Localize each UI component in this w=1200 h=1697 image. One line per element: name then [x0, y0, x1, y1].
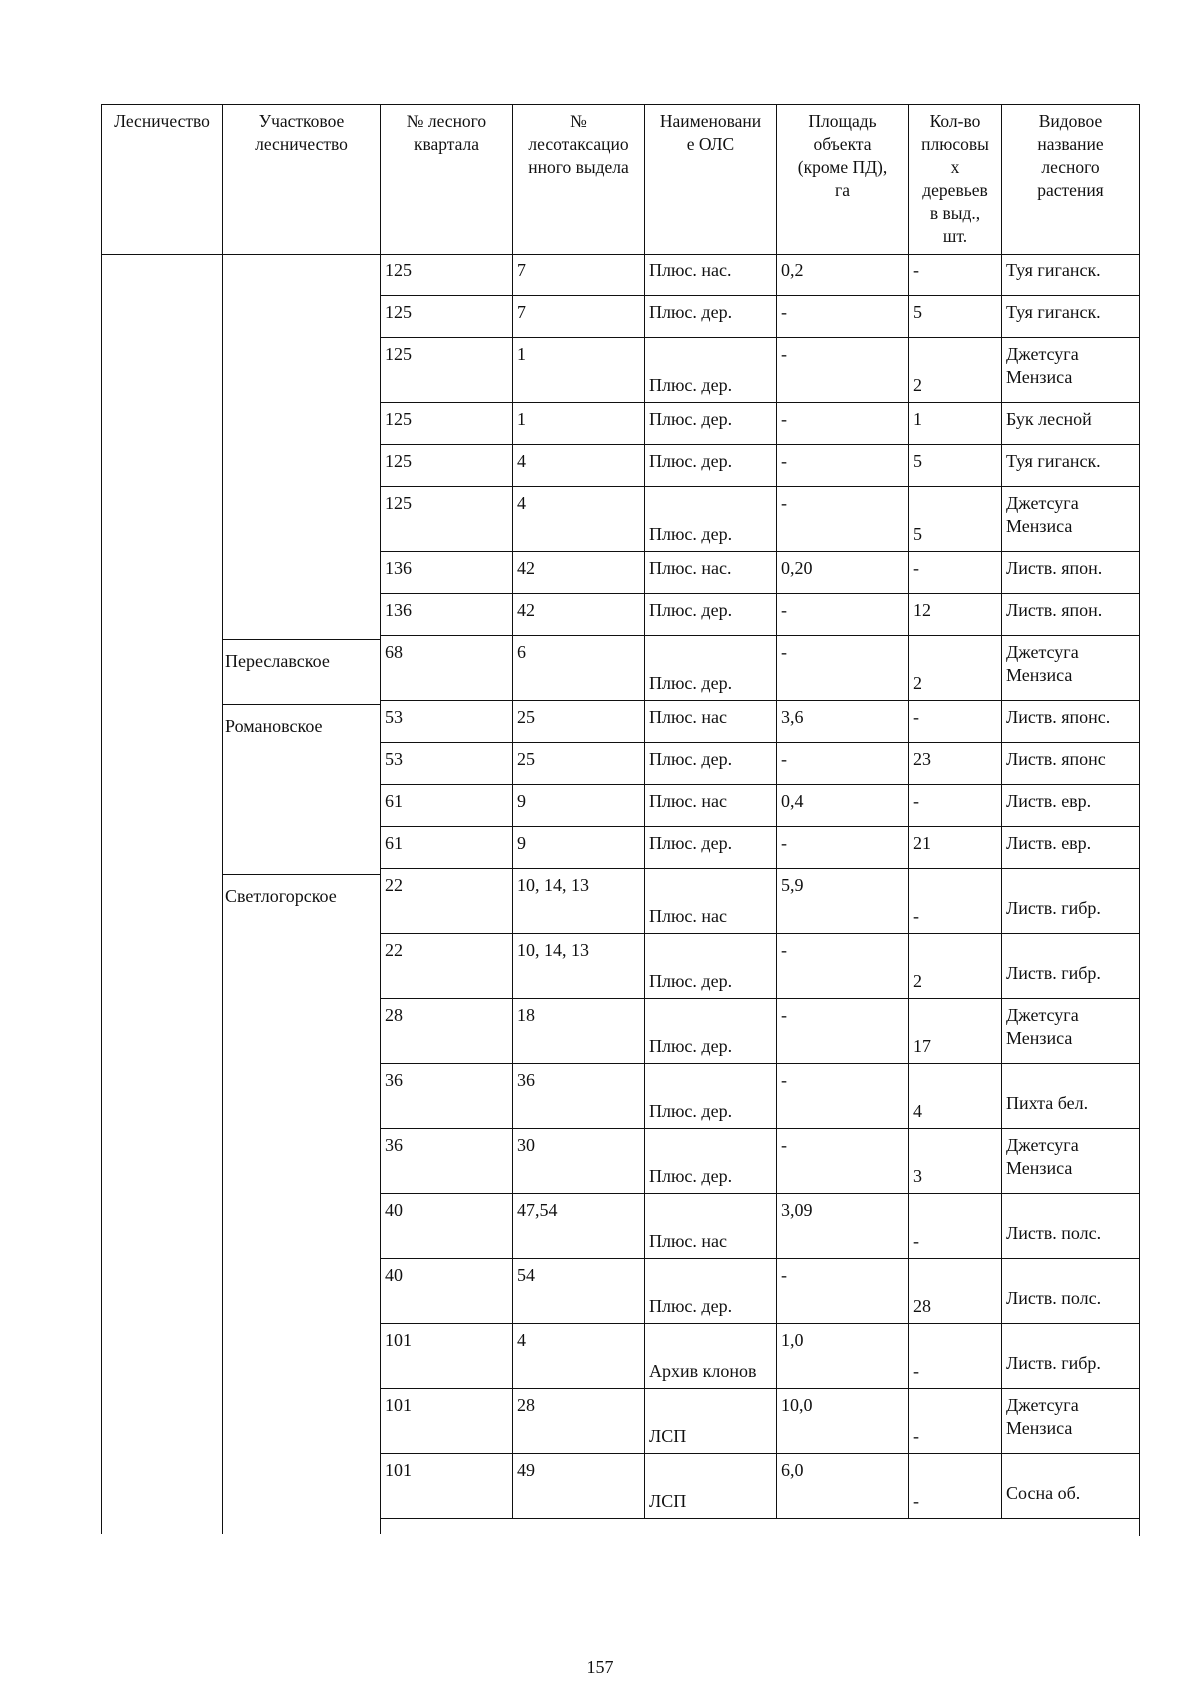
- uch-label-pereslavskoe: Переславское: [225, 651, 330, 671]
- cell-cnt: -: [908, 1389, 1001, 1453]
- cell-cnt: -: [908, 552, 1001, 593]
- cell-vyd: 1: [512, 403, 644, 444]
- cell-ols: Плюс. нас: [644, 1194, 776, 1258]
- col1-left-border: [101, 254, 102, 1534]
- cell-sp: Листв. гибр.: [1001, 934, 1140, 998]
- cell-ols: Плюс. дер.: [644, 338, 776, 402]
- table-row: [380, 743, 1140, 785]
- cell-vyd: 25: [512, 743, 644, 784]
- cell-ols: Плюс. дер.: [644, 827, 776, 868]
- table-row: [380, 785, 1140, 827]
- cell-kv: 36: [380, 1064, 512, 1128]
- cell-cnt: 5: [908, 296, 1001, 337]
- cell-area: -: [776, 594, 908, 635]
- cell-ols: Плюс. дер.: [644, 999, 776, 1063]
- cell-area: -: [776, 338, 908, 402]
- cell-kv: 28: [380, 999, 512, 1063]
- cell-sp: Бук лесной: [1001, 403, 1140, 444]
- cell-ols: Плюс. дер.: [644, 1129, 776, 1193]
- cell-area: 0,20: [776, 552, 908, 593]
- cell-ols: Плюс. дер.: [644, 1259, 776, 1323]
- cell-sp: Листв. япон.: [1001, 552, 1140, 593]
- cell-ols: Плюс. нас.: [644, 552, 776, 593]
- cell-area: -: [776, 296, 908, 337]
- table-row: [380, 594, 1140, 636]
- cell-ols: Плюс. дер.: [644, 934, 776, 998]
- table-row: [380, 403, 1140, 445]
- cell-kv: 61: [380, 785, 512, 826]
- cell-cnt: 1: [908, 403, 1001, 444]
- cell-vyd: 28: [512, 1389, 644, 1453]
- cell-cnt: -: [908, 785, 1001, 826]
- cell-area: 5,9: [776, 869, 908, 933]
- cell-cnt: 17: [908, 999, 1001, 1063]
- cell-ols: ЛСП: [644, 1454, 776, 1518]
- table-row: [380, 934, 1140, 999]
- cell-vyd: 47,54: [512, 1194, 644, 1258]
- cell-area: -: [776, 743, 908, 784]
- cell-vyd: 42: [512, 594, 644, 635]
- cell-cnt: -: [908, 701, 1001, 742]
- cell-cnt: 21: [908, 827, 1001, 868]
- cell-sp: Пихта бел.: [1001, 1064, 1140, 1128]
- cell-kv: 36: [380, 1129, 512, 1193]
- table-row: [380, 296, 1140, 338]
- header-vydel: № лесотаксацио нного выдела: [512, 104, 644, 254]
- cell-vyd: 10, 14, 13: [512, 869, 644, 933]
- cell-area: 3,6: [776, 701, 908, 742]
- header-lesnichestvo: Лесничество: [101, 104, 222, 254]
- cell-vyd: 4: [512, 445, 644, 486]
- cell-vyd: 10, 14, 13: [512, 934, 644, 998]
- table-row: [380, 445, 1140, 487]
- cell-cnt: 2: [908, 636, 1001, 700]
- cell-cnt: 28: [908, 1259, 1001, 1323]
- cell-kv: 101: [380, 1324, 512, 1388]
- cell-sp: Джетсуга Мензиса: [1001, 487, 1140, 551]
- cell-vyd: 4: [512, 487, 644, 551]
- cell-ols: Плюс. дер.: [644, 403, 776, 444]
- cell-sp: Туя гиганск.: [1001, 254, 1140, 295]
- cell-vyd: 1: [512, 338, 644, 402]
- cell-ols: Плюс. нас: [644, 869, 776, 933]
- cell-cnt: 4: [908, 1064, 1001, 1128]
- table-row: [380, 1259, 1140, 1324]
- cell-ols: Плюс. дер.: [644, 1064, 776, 1128]
- cell-kv: 125: [380, 487, 512, 551]
- cell-vyd: 42: [512, 552, 644, 593]
- header-count: Кол-во плюсовы х деревьев в выд., шт.: [908, 104, 1001, 254]
- cell-kv: 22: [380, 934, 512, 998]
- cell-vyd: 6: [512, 636, 644, 700]
- cell-sp: Листв. полс.: [1001, 1259, 1140, 1323]
- cell-kv: 40: [380, 1194, 512, 1258]
- cell-cnt: 5: [908, 487, 1001, 551]
- cell-ols: Плюс. нас.: [644, 254, 776, 295]
- cell-kv: 53: [380, 701, 512, 742]
- cell-sp: Джетсуга Мензиса: [1001, 338, 1140, 402]
- cell-cnt: 12: [908, 594, 1001, 635]
- cell-vyd: 4: [512, 1324, 644, 1388]
- cell-sp: Джетсуга Мензиса: [1001, 1129, 1140, 1193]
- cell-kv: 136: [380, 594, 512, 635]
- table-row: [380, 487, 1140, 552]
- cell-sp: Листв. евр.: [1001, 785, 1140, 826]
- uch-label-romanovskoe: Романовское: [225, 716, 323, 736]
- cell-sp: Джетсуга Мензиса: [1001, 636, 1140, 700]
- cell-ols: Плюс. дер.: [644, 636, 776, 700]
- page-number: 157: [586, 1657, 614, 1677]
- col2-left-border: [222, 254, 223, 1534]
- table-row: [380, 869, 1140, 934]
- cell-ols: Плюс. нас: [644, 701, 776, 742]
- cell-vyd: 7: [512, 254, 644, 295]
- cell-area: -: [776, 403, 908, 444]
- table-row: [380, 1194, 1140, 1259]
- header-area: Площадь объекта (кроме ПД), га: [776, 104, 908, 254]
- cell-ols: Плюс. нас: [644, 785, 776, 826]
- cell-cnt: 5: [908, 445, 1001, 486]
- cell-kv: 125: [380, 403, 512, 444]
- cell-vyd: 7: [512, 296, 644, 337]
- cell-kv: 136: [380, 552, 512, 593]
- cell-area: 1,0: [776, 1324, 908, 1388]
- cell-sp: Листв. гибр.: [1001, 1324, 1140, 1388]
- cell-kv: 22: [380, 869, 512, 933]
- cell-vyd: 9: [512, 827, 644, 868]
- cell-kv: 125: [380, 338, 512, 402]
- cell-cnt: -: [908, 869, 1001, 933]
- cell-area: -: [776, 999, 908, 1063]
- table-row: [380, 1454, 1140, 1519]
- cell-cnt: -: [908, 254, 1001, 295]
- cell-vyd: 9: [512, 785, 644, 826]
- cell-ols: Плюс. дер.: [644, 296, 776, 337]
- cell-cnt: 2: [908, 934, 1001, 998]
- cell-kv: 101: [380, 1454, 512, 1518]
- cell-area: -: [776, 1259, 908, 1323]
- cell-area: -: [776, 487, 908, 551]
- cell-kv: 125: [380, 296, 512, 337]
- cell-ols: Плюс. дер.: [644, 445, 776, 486]
- cell-sp: Сосна об.: [1001, 1454, 1140, 1518]
- cell-sp: Туя гиганск.: [1001, 445, 1140, 486]
- cell-vyd: 18: [512, 999, 644, 1063]
- header-kvartal: № лесного квартала: [380, 104, 512, 254]
- header-species: Видовое название лесного растения: [1001, 104, 1139, 254]
- cell-ols: Плюс. дер.: [644, 594, 776, 635]
- cell-cnt: -: [908, 1194, 1001, 1258]
- cell-area: -: [776, 636, 908, 700]
- cell-vyd: 54: [512, 1259, 644, 1323]
- cell-sp: Листв. японс.: [1001, 701, 1140, 742]
- cell-cnt: -: [908, 1454, 1001, 1518]
- cell-kv: 40: [380, 1259, 512, 1323]
- cell-ols: ЛСП: [644, 1389, 776, 1453]
- cell-area: -: [776, 827, 908, 868]
- cell-area: -: [776, 934, 908, 998]
- cell-cnt: 23: [908, 743, 1001, 784]
- table-row: [380, 1064, 1140, 1129]
- cell-area: 10,0: [776, 1389, 908, 1453]
- cell-sp: Листв. полс.: [1001, 1194, 1140, 1258]
- cell-vyd: 49: [512, 1454, 644, 1518]
- cell-cnt: 3: [908, 1129, 1001, 1193]
- table-row: [380, 254, 1140, 296]
- uch-separator: [222, 704, 381, 705]
- uch-separator: [222, 639, 381, 640]
- table-row: [380, 552, 1140, 594]
- cell-ols: Плюс. дер.: [644, 487, 776, 551]
- table-row: [380, 338, 1140, 403]
- table-row: [380, 1129, 1140, 1194]
- cell-sp: Листв. евр.: [1001, 827, 1140, 868]
- cell-sp: Туя гиганск.: [1001, 296, 1140, 337]
- cell-kv: 125: [380, 254, 512, 295]
- cell-cnt: 2: [908, 338, 1001, 402]
- table-row: [380, 1324, 1140, 1389]
- table-row: [380, 636, 1140, 701]
- cell-sp: Джетсуга Мензиса: [1001, 999, 1140, 1063]
- cell-area: 6,0: [776, 1454, 908, 1518]
- cell-kv: 125: [380, 445, 512, 486]
- table-row: [380, 827, 1140, 869]
- cell-sp: Листв. японс: [1001, 743, 1140, 784]
- cell-area: 3,09: [776, 1194, 908, 1258]
- cell-sp: Джетсуга Мензиса: [1001, 1389, 1140, 1453]
- cell-kv: 101: [380, 1389, 512, 1453]
- cell-sp: Листв. гибр.: [1001, 869, 1140, 933]
- cell-vyd: 30: [512, 1129, 644, 1193]
- cell-vyd: 25: [512, 701, 644, 742]
- uch-label-svetlogorskoe: Светлогорское: [225, 886, 337, 906]
- uch-separator: [222, 874, 381, 875]
- cell-cnt: -: [908, 1324, 1001, 1388]
- cell-kv: 53: [380, 743, 512, 784]
- cell-area: -: [776, 1064, 908, 1128]
- cell-area: 0,2: [776, 254, 908, 295]
- cell-vyd: 36: [512, 1064, 644, 1128]
- cell-ols: Плюс. дер.: [644, 743, 776, 784]
- header-ols-name: Наименовани е ОЛС: [644, 104, 776, 254]
- table-row: [380, 1389, 1140, 1454]
- header-uchastkovoe: Участковое лесничество: [222, 104, 380, 254]
- cell-ols: Архив клонов: [644, 1324, 776, 1388]
- cell-area: 0,4: [776, 785, 908, 826]
- cell-area: -: [776, 1129, 908, 1193]
- cell-sp: Листв. япон.: [1001, 594, 1140, 635]
- cell-kv: 68: [380, 636, 512, 700]
- cell-area: -: [776, 445, 908, 486]
- table-row: [380, 701, 1140, 743]
- table-row: [380, 999, 1140, 1064]
- cell-kv: 61: [380, 827, 512, 868]
